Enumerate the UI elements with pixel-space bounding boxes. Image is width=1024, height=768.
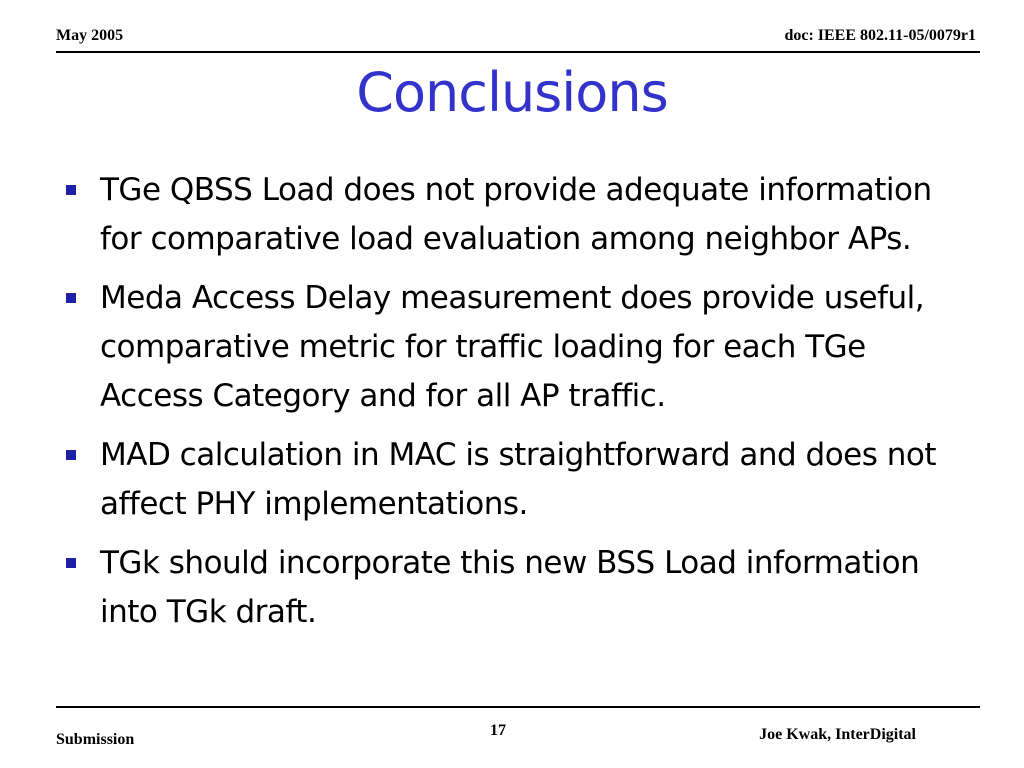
bullet-item xyxy=(64,539,964,637)
square-bullet-icon xyxy=(66,450,76,460)
footer-submission: Submission xyxy=(56,731,135,748)
square-bullet-icon xyxy=(66,293,76,303)
bullet-text: TGe QBSS Load does not provide adequate information for comparative load evaluation among neighbor APs. xyxy=(100,172,932,257)
bullet-list xyxy=(64,166,964,647)
bullet-item xyxy=(64,166,964,264)
page-number: 17 xyxy=(490,722,506,739)
footer-author: Joe Kwak, InterDigital xyxy=(759,726,916,743)
slide-title: Conclusions xyxy=(356,61,668,124)
bullet-text: Meda Access Delay measurement does provide useful, comparative metric for traffic loading for each TGe Access Category and for all AP traffic. xyxy=(100,280,925,414)
square-bullet-icon xyxy=(66,558,76,568)
square-bullet-icon xyxy=(66,185,76,195)
footer-rule xyxy=(56,706,980,708)
header-doc-id: doc: IEEE 802.11-05/0079r1 xyxy=(784,27,976,44)
header-rule xyxy=(56,51,980,53)
bullet-item xyxy=(64,274,964,421)
bullet-text: TGk should incorporate this new BSS Load information into TGk draft. xyxy=(100,545,920,630)
bullet-text: MAD calculation in MAC is straightforward and does not affect PHY implementations. xyxy=(100,437,937,522)
bullet-item xyxy=(64,431,964,529)
header-date: May 2005 xyxy=(56,27,124,44)
